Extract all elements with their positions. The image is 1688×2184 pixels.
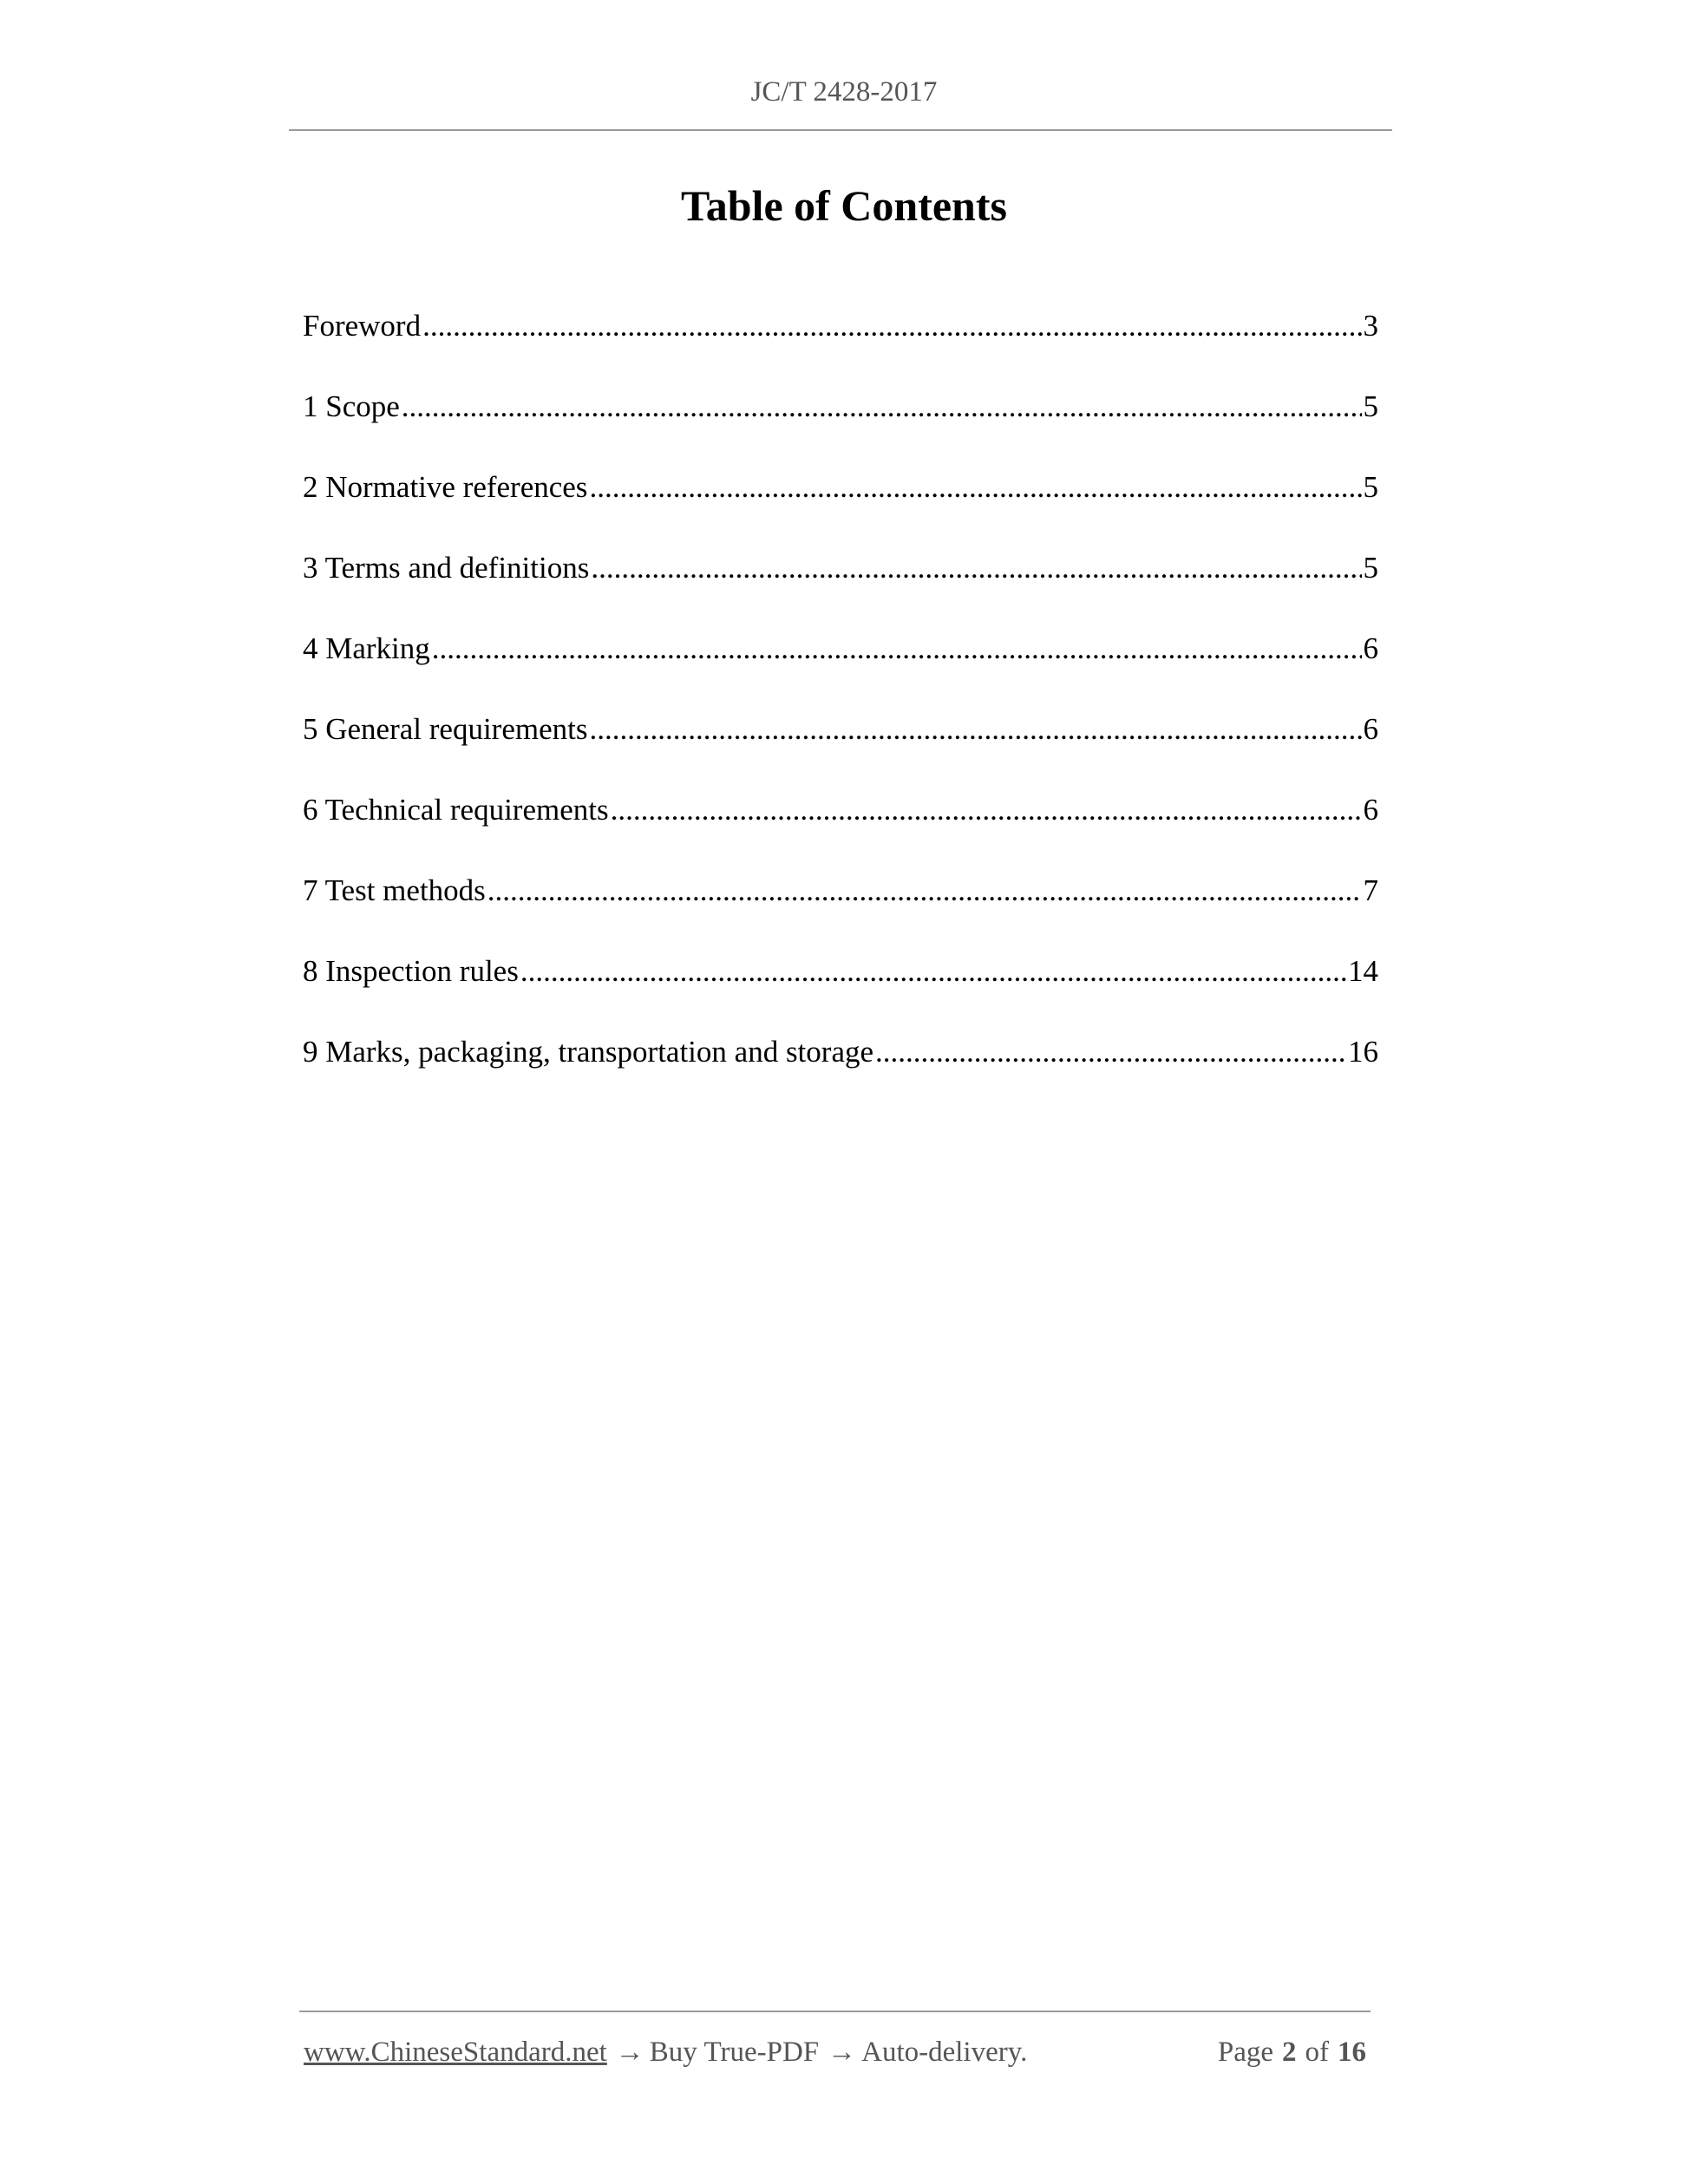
page-indicator <box>1218 2033 1366 2071</box>
toc-list <box>303 302 1378 1108</box>
page-word: Page <box>1217 2037 1273 2068</box>
toc-entry-page: 5 <box>1363 551 1378 585</box>
toc-entry-label: 6 Technical requirements <box>303 793 609 827</box>
toc-entry-marking[interactable] <box>303 624 1378 705</box>
toc-entry-page: 5 <box>1363 470 1378 504</box>
toc-entry-label: 9 Marks, packaging, transportation and storage <box>303 1035 874 1069</box>
toc-entry-page: 6 <box>1363 712 1378 746</box>
document-code: JC/T 2428-2017 <box>750 76 938 108</box>
arrow-right-icon: → <box>615 2037 644 2068</box>
toc-entry-terms-and-definitions[interactable] <box>303 544 1378 624</box>
dot-leader <box>589 463 1361 512</box>
total-pages-number: 16 <box>1338 2037 1366 2068</box>
toc-entry-inspection-rules[interactable] <box>303 947 1378 1028</box>
toc-entry-page: 16 <box>1348 1035 1378 1069</box>
footer-divider <box>299 2011 1371 2012</box>
toc-entry-marks-packaging[interactable] <box>303 1028 1378 1108</box>
toc-entry-label: 5 General requirements <box>303 712 588 746</box>
dot-leader <box>402 383 1362 431</box>
dot-leader <box>589 705 1361 754</box>
dot-leader <box>432 624 1362 673</box>
header-divider <box>289 129 1392 131</box>
toc-entry-page: 3 <box>1363 309 1378 343</box>
toc-entry-general-requirements[interactable] <box>303 705 1378 786</box>
of-word: of <box>1305 2037 1329 2068</box>
toc-entry-label: 7 Test methods <box>303 873 486 907</box>
dot-leader <box>611 786 1362 834</box>
toc-entry-label: 4 Marking <box>303 631 430 665</box>
toc-entry-page: 5 <box>1363 389 1378 423</box>
toc-entry-page: 14 <box>1348 954 1378 988</box>
toc-entry-label: 2 Normative references <box>303 470 588 504</box>
buy-step-label: Buy True-PDF <box>649 2037 820 2068</box>
current-page-number: 2 <box>1282 2037 1297 2068</box>
footer-purchase-info <box>304 2033 1027 2071</box>
toc-entry-label: 1 Scope <box>303 389 400 423</box>
toc-entry-page: 6 <box>1363 793 1378 827</box>
dot-leader <box>875 1028 1346 1076</box>
toc-entry-page: 6 <box>1363 631 1378 665</box>
toc-entry-label: 3 Terms and definitions <box>303 551 590 585</box>
toc-entry-label: Foreword <box>303 309 422 343</box>
toc-entry-foreword[interactable] <box>303 302 1378 383</box>
delivery-step-label: Auto-delivery. <box>861 2037 1028 2068</box>
toc-title: Table of Contents <box>681 181 1007 230</box>
dot-leader <box>422 302 1361 350</box>
dot-leader <box>487 866 1362 915</box>
dot-leader <box>591 544 1361 592</box>
toc-entry-test-methods[interactable] <box>303 866 1378 947</box>
toc-entry-technical-requirements[interactable] <box>303 786 1378 866</box>
arrow-right-icon: → <box>828 2037 857 2068</box>
dot-leader <box>520 947 1346 996</box>
toc-entry-normative-references[interactable] <box>303 463 1378 544</box>
site-link[interactable]: www.ChineseStandard.net <box>304 2037 607 2068</box>
toc-entry-scope[interactable] <box>303 383 1378 463</box>
toc-entry-label: 8 Inspection rules <box>303 954 519 988</box>
toc-entry-page: 7 <box>1363 873 1378 907</box>
